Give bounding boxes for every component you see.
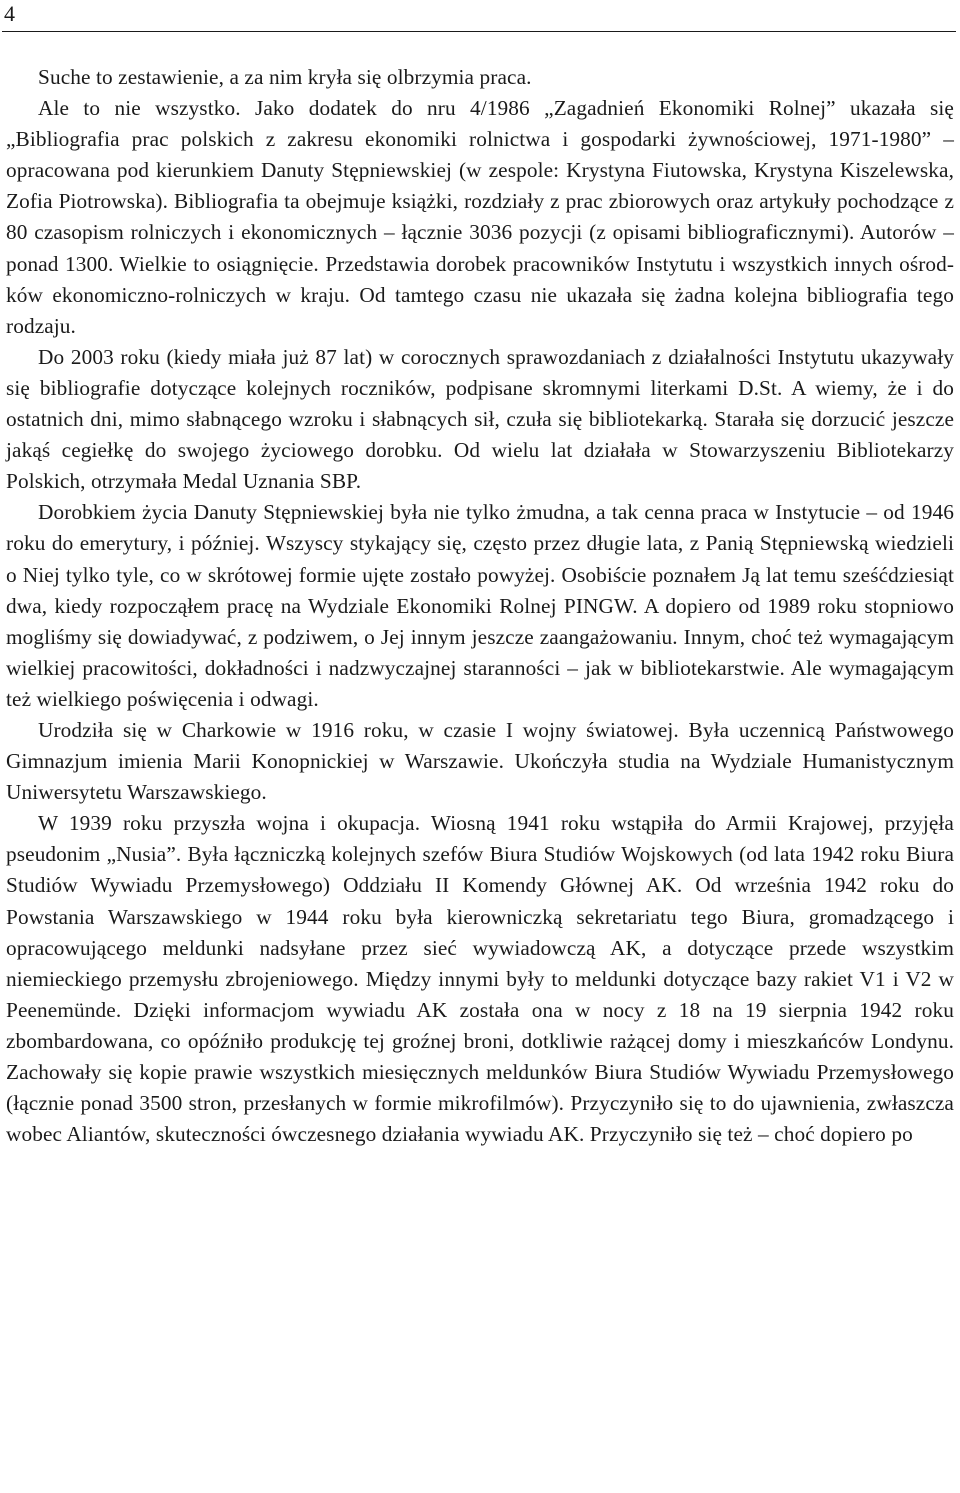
paragraph: Urodziła się w Charkowie w 1916 roku, w czasie I wojny światowej. Była uczennicą Państwowego Gimnazjum imienia Marii Konopnickiej w Warszawie. Ukończyła studia na Wydziale Humanistycznym Uniwersytetu Warszawskiego. (6, 717, 954, 805)
paragraph: Ale to nie wszystko. Jako dodatek do nru 4/1986 „Zagadnień Ekonomiki Rolnej” ukazała się „Bibliografia prac polskich z zakresu ekonomiki rolnictwa i gospodarki żywnościowej, 1971-1980” – opracowana pod kierunkiem Danuty Stępniewskiej (w zespole: Krystyna Fiutowska, Krystyna Kiszelewska, Zofia Piotrowska). Bibliografia ta obejmuje książki, rozdziały z prac zbiorowych oraz artykuły pochodzące z 80 czasopism rolniczych i ekonomicznych – łącznie 3036 pozycji (z opisami bibliograficznymi). Autorów – ponad 1300. Wielkie to osiągnięcie. Przedstawia dorobek pracowników Instytutu i wszystkich innych ośrodków ekonomiczno-rolniczych w kraju. Od tamtego czasu nie ukazała się żadna kolejna bibliografia tego rodzaju. (6, 96, 954, 338)
paragraph: Dorobkiem życia Danuty Stępniewskiej była nie tylko żmudna, a tak cenna praca w Instytucie – od 1946 roku do emerytury, i później. Wszyscy stykający się, często przez długie lata, z Panią Stępniewską wiedzieli o Niej tylko tyle, co w skrótowej formie ujęte zostało powyżej. Osobiście poznałem Ją lat temu sześćdziesiąt dwa, kiedy rozpocząłem pracę na Wydziale Ekonomiki Rolnej PINGW. A dopiero od 1989 roku stopniowo mogliśmy się dowiadywać, z podziwem, o Jej innym jeszcze zaangażowaniu. Innym, choć też wymagającym wielkiej pracowitości, dokładności i nadzwyczajnej staranności – jak w bibliotekarstwie. Ale wymagającym też wielkiego poświęcenia i odwagi. (6, 500, 954, 711)
body-text (6, 62, 954, 1150)
page-number: 4 (4, 1, 15, 26)
paragraph: Suche to zestawienie, a za nim kryła się olbrzymia praca. (38, 65, 532, 89)
header-rule (2, 31, 956, 32)
paragraph: W 1939 roku przyszła wojna i okupacja. Wiosną 1941 roku wstąpiła do Armii Krajowej, przyjęła pseudonim „Nusia”. Była łączniczką kolejnych szefów Biura Studiów Wojskowych (od lata 1942 roku Biura Studiów Wywiadu Przemysłowego) Oddziału II Komendy Głównej AK. Od września 1942 roku do Powstania Warszawskiego w 1944 roku była kierowniczką sekretariatu tego Biura, gromadzącego i opracowującego meldunki nadsyłane przez sieć wywiadowczą AK, a dotyczące przede wszystkim niemieckiego przemysłu zbrojeniowego. Między innymi były to meldunki dotyczące bazy rakiet V1 i V2 w Peenemünde. Dzięki informacjom wywiadu AK została ona w nocy z 18 na 19 sierpnia 1942 roku zbombardowana, co opóźniło produkcję tej groźnej broni, dotkliwie rażącej domy i mieszkańców Londynu. Zachowały się kopie prawie wszystkich miesięcznych meldunków Biura Studiów Wywiadu Przemysłowego (łącznie ponad 3500 stron, przesłanych w formie mikrofilmów). Przyczyniło się to do ujawnienia, zwłaszcza wobec Aliantów, skuteczności ówczesnego działania wywiadu AK. Przyczyniło się też – choć dopiero po (6, 811, 954, 1147)
paragraph: Do 2003 roku (kiedy miała już 87 lat) w corocznych sprawozdaniach z działalności Instytutu ukazywały się bibliografie dotyczące kolejnych roczników, podpisane skromnymi literkami D.St. A wiemy, że i do ostatnich dni, mimo słabnącego wzroku i słabnących sił, czuła się bibliotekarką. Starała się dorzucić jeszcze jakąś cegiełkę do swojego życiowego dorobku. Od wielu lat działała w Stowarzyszeniu Bibliotekarzy Polskich, otrzymała Medal Uznania SBP. (6, 344, 954, 494)
